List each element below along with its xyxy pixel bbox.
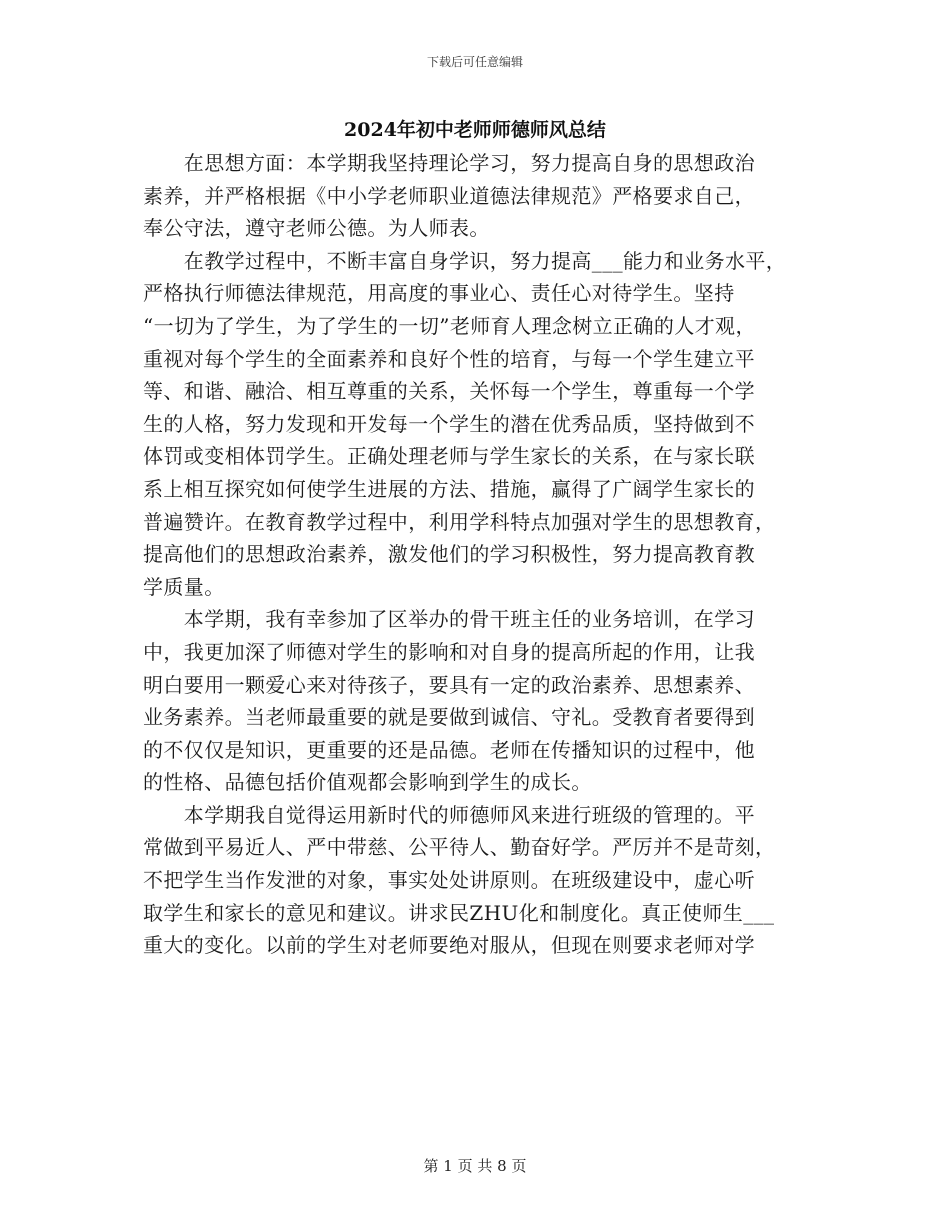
body-line: 提高他们的思想政治素养，激发他们的学习积极性，努力提高教育教: [143, 542, 755, 567]
body-line: 常做到平易近人、严中带慈、公平待人、勤奋好学。严厉并不是苛刻，: [143, 835, 776, 860]
body-line: 生的人格，努力发现和开发每一个学生的潜在优秀品质，坚持做到不: [143, 411, 755, 436]
body-line: 明白要用一颗爱心来对待孩子，要具有一定的政治素养、思想素养、: [143, 672, 755, 697]
body-line: 中，我更加深了师德对学生的影响和对自身的提高所起的作用，让我: [143, 639, 755, 664]
body-line: 不把学生当作发泄的对象，事实处处讲原则。在班级建设中，虚心听: [143, 868, 755, 893]
body-line: 本学期，我有幸参加了区举办的骨干班主任的业务培训，在学习: [143, 607, 755, 632]
body-line: “一切为了学生，为了学生的一切”老师育人理念树立正确的人才观，: [143, 313, 756, 338]
body-line: 取学生和家长的意见和建议。讲求民ZHU化和制度化。真正使师生___: [143, 900, 775, 925]
body-line: 重视对每个学生的全面素养和良好个性的培育，与每一个学生建立平: [143, 346, 755, 371]
body-line: 在思想方面：本学期我坚持理论学习，努力提高自身的思想政治: [143, 151, 755, 175]
body-line: 奉公守法，遵守老师公德。为人师表。: [143, 216, 490, 241]
body-line: 本学期我自觉得运用新时代的师德师风来进行班级的管理的。平: [143, 802, 755, 827]
body-line: 重大的变化。以前的学生对老师要绝对服从，但现在则要求老师对学: [143, 933, 755, 958]
body-line: 的性格、品德包括价值观都会影响到学生的成长。: [143, 770, 592, 795]
body-line: 普遍赞许。在教育教学过程中，利用学科特点加强对学生的思想教育，: [143, 509, 776, 534]
body-line: 体罚或变相体罚学生。正确处理老师与学生家长的关系，在与家长联: [143, 444, 755, 469]
document-body: [143, 147, 823, 962]
body-line: 等、和谐、融洽、相互尊重的关系，关怀每一个学生，尊重每一个学: [143, 379, 755, 404]
document-title: 2024年初中老师师德师风总结: [344, 119, 606, 141]
body-line: 在教学过程中，不断丰富自身学识，努力提高___能力和业务水平，: [143, 248, 787, 273]
body-line: 学质量。: [143, 574, 225, 599]
body-line: 的不仅仅是知识，更重要的还是品德。老师在传播知识的过程中，他: [143, 737, 755, 762]
page-number: 第 1 页 共 8 页: [423, 1157, 527, 1175]
body-line: 严格执行师德法律规范，用高度的事业心、责任心对待学生。坚持: [143, 281, 735, 306]
body-line: 素养，并严格根据《中小学老师职业道德法律规范》严格要求自己，: [143, 183, 755, 208]
header-note: 下载后可任意编辑: [426, 55, 523, 69]
body-line: 业务素养。当老师最重要的就是要做到诚信、守礼。受教育者要得到: [143, 705, 755, 730]
body-line: 系上相互探究如何使学生进展的方法、措施，赢得了广阔学生家长的: [143, 476, 755, 501]
